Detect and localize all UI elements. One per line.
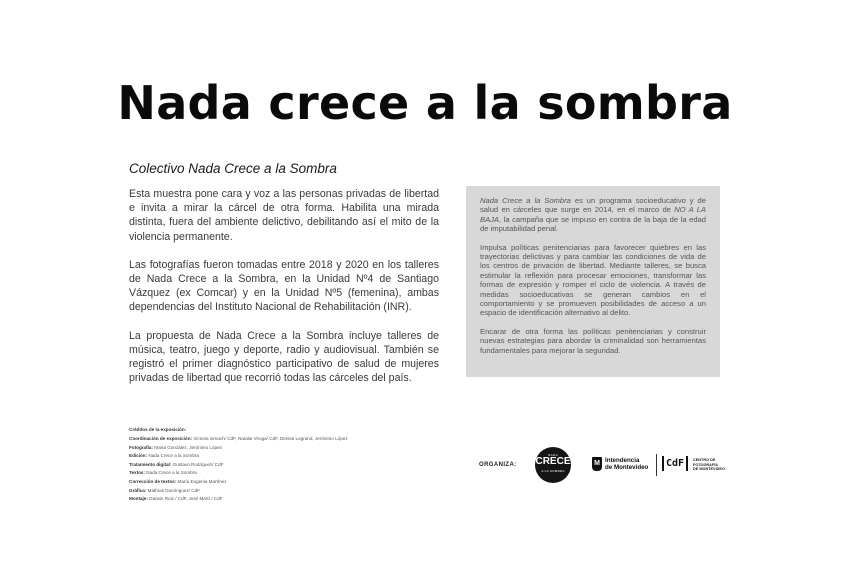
credit-label: Gráfica: [129, 487, 147, 493]
ncs-logo-top: NADA [548, 453, 558, 457]
credit-value: Marta González, Jerónimo López [153, 444, 222, 450]
credit-label: Fotografía: [129, 444, 153, 450]
body-paragraph: La propuesta de Nada Crece a la Sombra incluye talleres de música, teatro, juego y deporte, radio y audiovisual. También se registró el primer diagnóstico participativo de salud de mujeres privadas de libertad que recorrió todas las cárceles del país. [129, 329, 439, 385]
nada-crece-logo [535, 447, 571, 483]
credit-value: Victoria Ismach/ CdF, Natalia Viroga/ CdF, Denise Legrand, Jerónimo López [192, 436, 348, 441]
credit-line [129, 487, 389, 496]
cdf-line2: FOTOGRAFÍA [693, 462, 719, 467]
sidebar-paragraph [480, 196, 706, 234]
credit-line [129, 495, 389, 504]
organiza-label: ORGANIZA: [479, 462, 517, 468]
subtitle: Colectivo Nada Crece a la Sombra [129, 161, 337, 176]
credit-line [129, 461, 389, 470]
credits-heading: Créditos de la exposición: [129, 427, 187, 432]
credit-value: Darwin Ruiz / CdF, José Martí / CdF [147, 496, 223, 502]
sidebar-paragraph: Impulsa políticas penitenciarias para favorecer quiebres en las trayectorias delictivas y para cambiar las condiciones de vida de los centros de privación de libertad. Mediante talleres, se busca estimular la reflexión para procesar emociones, transformar las formas de expresión y romper el ciclo de violencia. A través de medidas socioeducativas se generan cambios en el comportamiento y se promueven posibilidades de acceso a un espacio de identificación alternativo al delito. [480, 242, 706, 318]
imm-line1: Intendencia [605, 457, 640, 464]
credit-label: Tratamiento digital: [129, 461, 172, 467]
credit-value: Mathías Domínguez/ CdF [146, 487, 200, 493]
credit-label: Montaje: [129, 496, 148, 502]
ncs-logo-main: CRECE [535, 456, 571, 467]
credit-line [129, 478, 389, 487]
credit-line [129, 469, 389, 478]
credit-line [129, 435, 389, 444]
ncs-logo-bottom: A LA SOMBRA [541, 469, 565, 473]
credit-label: Corrección de textos: [129, 478, 177, 484]
page-title: Nada crece a la sombra [117, 76, 733, 130]
credits [129, 427, 389, 504]
credit-value: María Eugenia Martínez [176, 478, 227, 484]
credit-value: Gustavo Rodríguez/ CdF [171, 461, 224, 467]
body-paragraph: Las fotografías fueron tomadas entre 2018 y 2020 en los talleres de Nada Crece a la Sombra, en la Unidad Nº4 de Santiago Vázquez (ex Comcar) y en la Unidad Nº5 (femenina), ambas dependencias del Instituto Nacional de Rehabilitación (INR). [129, 258, 439, 314]
cdf-line3: DE MONTEVIDEO [693, 467, 725, 472]
cdf-line1: CENTRO DE [693, 458, 716, 462]
cdf-logo-mark: CdF [662, 456, 688, 471]
sidebar-italic: NO A LA BAJA [480, 205, 706, 224]
credit-line [129, 444, 389, 453]
credit-label: Edición: [129, 453, 148, 459]
intendencia-shield-icon: M [592, 457, 602, 471]
cdf-logo-text [693, 458, 725, 472]
credit-value: Nada Crece a la Sombra [145, 470, 197, 476]
intendencia-logo-text [605, 457, 648, 471]
credit-value: Nada Crece a la Sombra [147, 453, 199, 459]
sidebar-italic: Nada Crece a la Sombra [480, 196, 571, 205]
body-paragraph: Esta muestra pone cara y voz a las personas privadas de libertad e invita a mirar la cárcel de otra forma. Habilita una mirada distinta, fuera del ambiente delictivo, debilitando así el mito de la violencia permanente. [129, 188, 439, 243]
credit-label: Coordinación de exposición: [129, 436, 193, 441]
logo-divider [656, 454, 657, 476]
sidebar-paragraph: Encarar de otra forma las políticas penitenciarias y construir nuevas estrategias para abordar la criminalidad son herramientas fundamentales para mejorar la seguridad. [480, 326, 706, 355]
sidebar-text: , la campaña que se impuso en contra de la baja de la edad de imputabilidad penal. [480, 214, 706, 234]
credit-label: Textos: [129, 470, 145, 476]
credit-line [129, 452, 389, 461]
body-text [129, 187, 439, 399]
imm-line2: de Montevideo [605, 464, 649, 472]
sidebar-text: es un programa socioeducativo y de salud en cárceles que surge en 2014, en el marco de [480, 196, 706, 215]
info-sidebar [466, 186, 720, 377]
